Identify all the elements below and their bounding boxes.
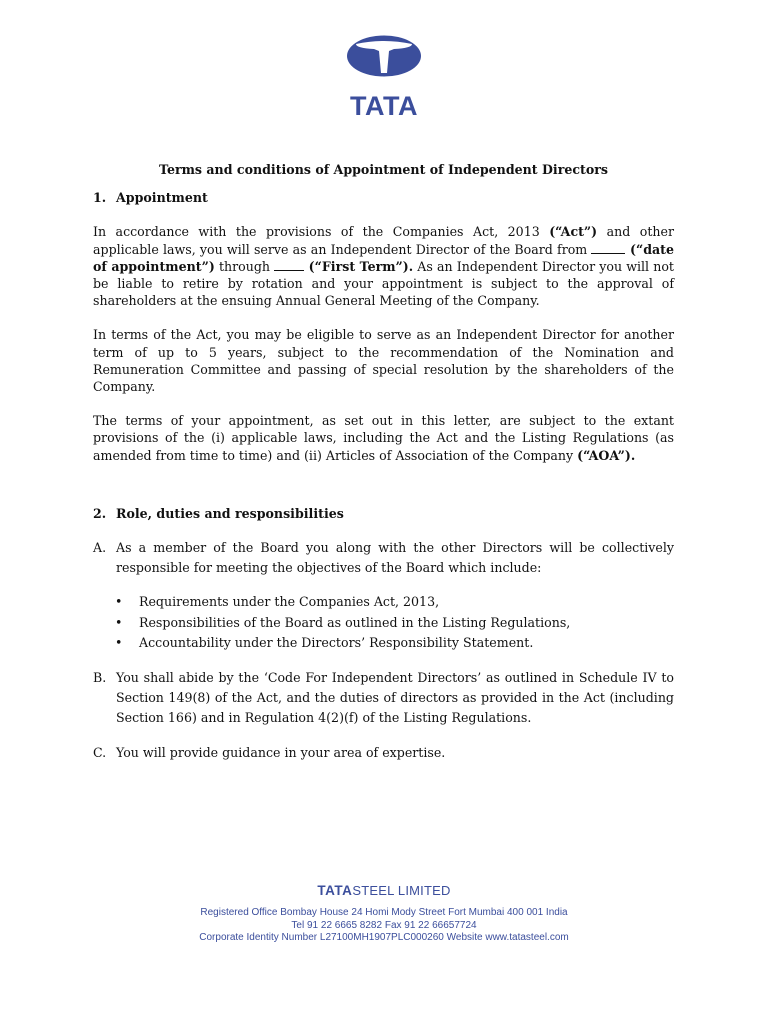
p1-text-g: As an Independent Director you will not be liable to retire by rotation and your appointment is subject to the approval of shareholders at the ensuing Annual General Meeting of the Company. (93, 258, 674, 309)
section2-heading (93, 505, 674, 522)
p1-act-term: (“Act”) (549, 224, 598, 240)
footer-address (0, 907, 768, 945)
footer-line-2: Tel 91 22 6665 8282 Fax 91 22 66657724 (291, 919, 477, 931)
footer-brand-bold: TATA (317, 883, 353, 898)
section2-number: 2. (93, 505, 107, 521)
footer-line-1: Registered Office Bombay House 24 Homi Mody Street Fort Mumbai 400 001 India (200, 907, 568, 918)
p1-text-e: through (214, 258, 275, 274)
section1-heading (93, 189, 674, 206)
p3-aoa-term: (“AOA”). (577, 447, 636, 463)
p1-first-term: (“First Term”). (304, 258, 414, 274)
section1-number: 1. (93, 190, 107, 206)
section1-title: Appointment (116, 190, 208, 206)
appointment-paragraph-2: In terms of the Act, you may be eligible to serve as an Independent Director for another term of up to 5 years, subject to the recommendation of the Nomination and Remuneration Committee and passing of special resolution by the shareholders of the Company. (93, 327, 674, 395)
document-title: Terms and conditions of Appointment of Independent Directors (159, 162, 608, 177)
footer-brand (0, 883, 768, 898)
section2-title: Role, duties and responsibilities (116, 505, 344, 521)
appointment-paragraph-3 (93, 412, 674, 464)
list-item-c (93, 743, 674, 763)
letterhead-footer (0, 883, 768, 945)
list-item: • Responsibilities of the Board as outlined in the Listing Regulations, (115, 613, 674, 634)
item-a-label: A. (93, 540, 107, 556)
p3-text-a: The terms of your appointment, as set out in this letter, are subject to the extant provisions of the (i) applicable laws, including the Act and the Listing Regulations (as amended from time to time) and (ii) Articles of Association of the Company (93, 413, 674, 463)
tata-emblem-icon (334, 35, 434, 117)
item-c-label: C. (93, 744, 107, 760)
list-item: • Requirements under the Companies Act, 2013, (115, 592, 674, 613)
list-item: • Accountability under the Directors’ Responsibility Statement. (115, 633, 674, 654)
document-body (93, 161, 674, 763)
logo-wordmark: TATA (350, 91, 418, 117)
tata-logo (334, 35, 434, 117)
appointment-paragraph-1 (93, 223, 674, 309)
list-item-b (93, 668, 674, 728)
date-of-appointment-blank (591, 242, 625, 254)
p1-text-c: and other applicable laws, you will serve as an Independent Director of the Board from (93, 224, 674, 257)
item-a-text: As a member of the Board you along with the other Directors will be collectively responsible for meeting the objectives of the Board which include: (116, 540, 674, 576)
list-item-a (93, 538, 674, 578)
footer-brand-rest: STEEL LIMITED (352, 883, 451, 898)
item-c-text: You will provide guidance in your area of expertise. (116, 744, 446, 760)
first-term-blank (274, 259, 304, 271)
p1-text-a: In accordance with the provisions of the Companies Act, 2013 (93, 224, 550, 240)
item-b-label: B. (93, 669, 107, 685)
item-b-text: You shall abide by the ‘Code For Independent Directors’ as outlined in Schedule IV to Section 149(8) of the Act, and the duties of directors as provided in the Act (including Section 166) and in Regulation 4(2)(f) of the Listing Regulations. (116, 669, 674, 725)
objectives-list (93, 592, 674, 654)
footer-line-3: Corporate Identity Number L27100MH1907PLC000260 Website www.tatasteel.com (199, 932, 569, 944)
p1-date-term: (“date of appointment”) (93, 241, 674, 274)
